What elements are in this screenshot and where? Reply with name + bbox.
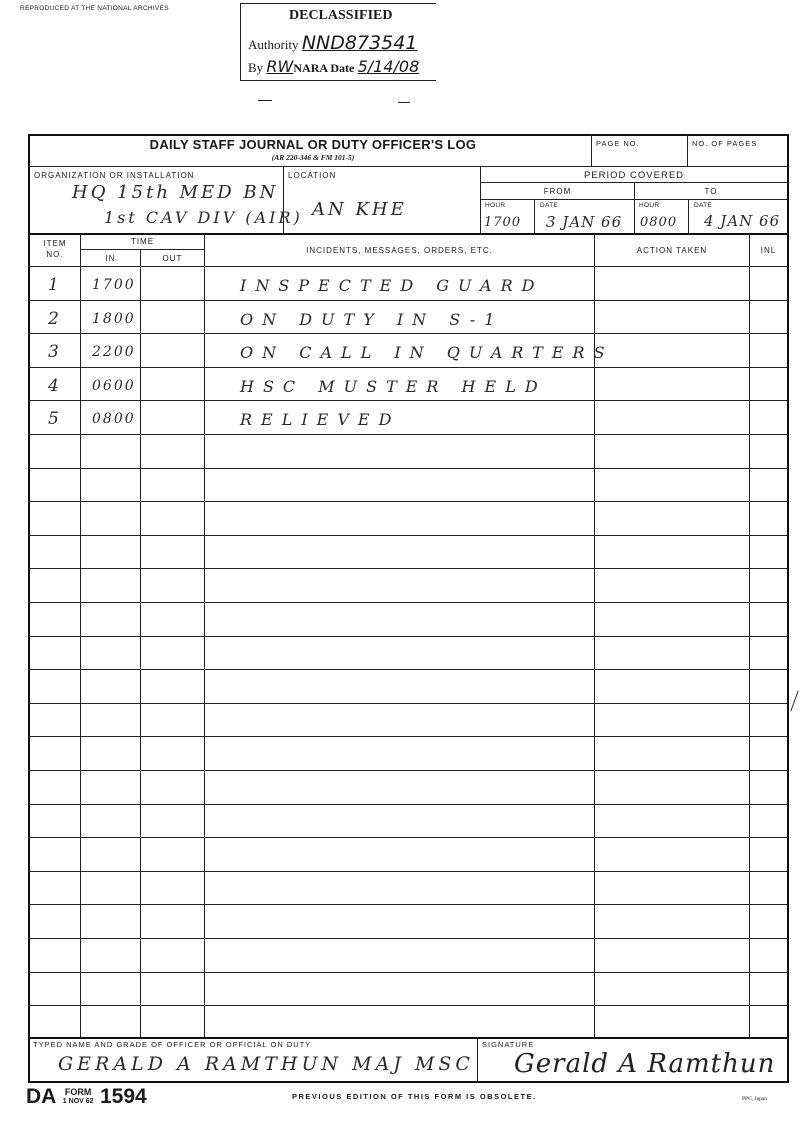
stamp-by: By RWNARA Date 5/14/08 bbox=[248, 57, 420, 76]
entry-time-in: 2200 bbox=[92, 344, 136, 360]
signature-label: SIGNATURE bbox=[482, 1040, 535, 1049]
form-da: DA bbox=[26, 1085, 57, 1108]
entry-time-in: 0600 bbox=[92, 378, 136, 394]
form-word-block bbox=[63, 1088, 94, 1106]
form-border-top bbox=[28, 134, 789, 136]
entry-item-no: 4 bbox=[48, 376, 59, 396]
from-hour-value: 1700 bbox=[484, 215, 522, 230]
in-label: IN bbox=[105, 254, 116, 263]
form-date: 1 NOV 62 bbox=[62, 1098, 94, 1105]
no-of-pages-label: NO. OF PAGES bbox=[692, 139, 758, 148]
row-line bbox=[28, 468, 788, 469]
row-line bbox=[28, 736, 788, 737]
entry-incident: ON DUTY IN S-1 bbox=[240, 310, 504, 329]
entry-time-in: 1700 bbox=[92, 277, 136, 293]
divider bbox=[687, 134, 688, 167]
row-line bbox=[28, 1005, 788, 1006]
form-title: DAILY STAFF JOURNAL OR DUTY OFFICER'S LOG bbox=[149, 137, 477, 152]
time-label: TIME bbox=[130, 237, 155, 246]
reproduction-note: REPRODUCED AT THE NATIONAL ARCHIVES bbox=[20, 5, 169, 12]
divider bbox=[688, 199, 689, 234]
divider bbox=[28, 166, 788, 167]
inl-label: INL bbox=[760, 246, 777, 255]
row-line bbox=[28, 972, 788, 973]
typed-name-label: TYPED NAME AND GRADE OF OFFICER OR OFFICIAL ON DUTY bbox=[33, 1040, 312, 1049]
out-label: OUT bbox=[162, 254, 183, 263]
entry-item-no: 3 bbox=[48, 342, 59, 362]
row-line bbox=[28, 904, 788, 905]
stray-mark bbox=[258, 100, 272, 101]
stamp-date-value: 5/14/08 bbox=[357, 57, 420, 76]
period-covered-label: PERIOD COVERED bbox=[583, 170, 685, 181]
stamp-title: DECLASSIFIED bbox=[289, 8, 393, 23]
entry-item-no: 2 bbox=[48, 309, 59, 329]
row-line bbox=[28, 333, 788, 334]
from-date-label: DATE bbox=[540, 202, 559, 209]
row-line bbox=[28, 837, 788, 838]
entry-time-in: 1800 bbox=[92, 311, 136, 327]
row-line bbox=[28, 400, 788, 401]
stamp-authority: Authority NND873541 bbox=[248, 32, 418, 54]
typed-name-value: GERALD A RAMTHUN MAJ MSC bbox=[58, 1053, 474, 1075]
divider bbox=[80, 249, 205, 250]
printer-note: PPC, Japan bbox=[742, 1096, 768, 1102]
item-label-2: NO. bbox=[46, 250, 64, 259]
entry-time-in: 0800 bbox=[92, 411, 136, 427]
location-value: AN KHE bbox=[312, 199, 407, 220]
from-hour-label: HOUR bbox=[485, 202, 506, 209]
stamp-by-value: RW bbox=[266, 57, 294, 76]
row-line bbox=[28, 938, 788, 939]
row-line bbox=[28, 602, 788, 603]
entry-item-no: 1 bbox=[48, 275, 59, 295]
declassified-stamp bbox=[240, 3, 436, 81]
organization-line1: HQ 15th MED BN bbox=[72, 182, 279, 203]
form-number: 1594 bbox=[100, 1085, 147, 1108]
divider bbox=[534, 199, 535, 234]
entry-item-no: 5 bbox=[48, 409, 59, 429]
row-line bbox=[28, 703, 788, 704]
divider bbox=[480, 199, 788, 200]
item-label-1: ITEM bbox=[43, 239, 67, 248]
row-line bbox=[28, 535, 788, 536]
signature-value: Gerald A Ramthun bbox=[514, 1049, 776, 1079]
row-line bbox=[28, 871, 788, 872]
stamp-authority-value: NND873541 bbox=[301, 32, 418, 54]
to-hour-label: HOUR bbox=[639, 202, 660, 209]
row-line bbox=[28, 367, 788, 368]
margin-mark bbox=[790, 690, 798, 711]
divider bbox=[28, 1037, 788, 1039]
form-border-bottom bbox=[28, 1081, 789, 1083]
to-date-value: 4 JAN 66 bbox=[704, 212, 781, 230]
form-subtitle: (AR 220-346 & FM 101-5) bbox=[271, 153, 355, 162]
entry-incident: ON CALL IN QUARTERS bbox=[240, 343, 614, 362]
row-line bbox=[28, 501, 788, 502]
to-label: TO bbox=[704, 187, 718, 196]
action-taken-label: ACTION TAKEN bbox=[636, 246, 708, 255]
incidents-label: INCIDENTS, MESSAGES, ORDERS, ETC. bbox=[306, 246, 493, 255]
organization-line2: 1st CAV DIV (AIR) bbox=[104, 208, 303, 227]
entry-incident: RELIEVED bbox=[240, 410, 401, 429]
entry-incident: INSPECTED GUARD bbox=[240, 276, 544, 295]
row-line bbox=[28, 636, 788, 637]
divider bbox=[28, 233, 788, 235]
page-no-label: PAGE NO. bbox=[596, 139, 640, 148]
from-label: FROM bbox=[543, 187, 572, 196]
form-word: FORM bbox=[64, 1087, 92, 1097]
form-border-left bbox=[28, 134, 30, 1082]
divider bbox=[477, 1037, 478, 1082]
form-id bbox=[26, 1085, 147, 1109]
organization-label: ORGANIZATION OR INSTALLATION bbox=[34, 171, 195, 180]
row-line bbox=[28, 434, 788, 435]
location-label: LOCATION bbox=[288, 171, 337, 180]
to-date-label: DATE bbox=[694, 202, 713, 209]
previous-edition-note: PREVIOUS EDITION OF THIS FORM IS OBSOLETE. bbox=[292, 1092, 537, 1101]
from-date-value: 3 JAN 66 bbox=[546, 213, 623, 231]
form-border-right bbox=[787, 134, 789, 1082]
row-line bbox=[28, 770, 788, 771]
entry-incident: HSC MUSTER HELD bbox=[240, 377, 547, 396]
divider bbox=[28, 266, 788, 267]
row-line bbox=[28, 669, 788, 670]
row-line bbox=[28, 568, 788, 569]
row-line bbox=[28, 300, 788, 301]
to-hour-value: 0800 bbox=[640, 215, 678, 230]
row-line bbox=[28, 804, 788, 805]
stray-mark bbox=[398, 102, 410, 103]
